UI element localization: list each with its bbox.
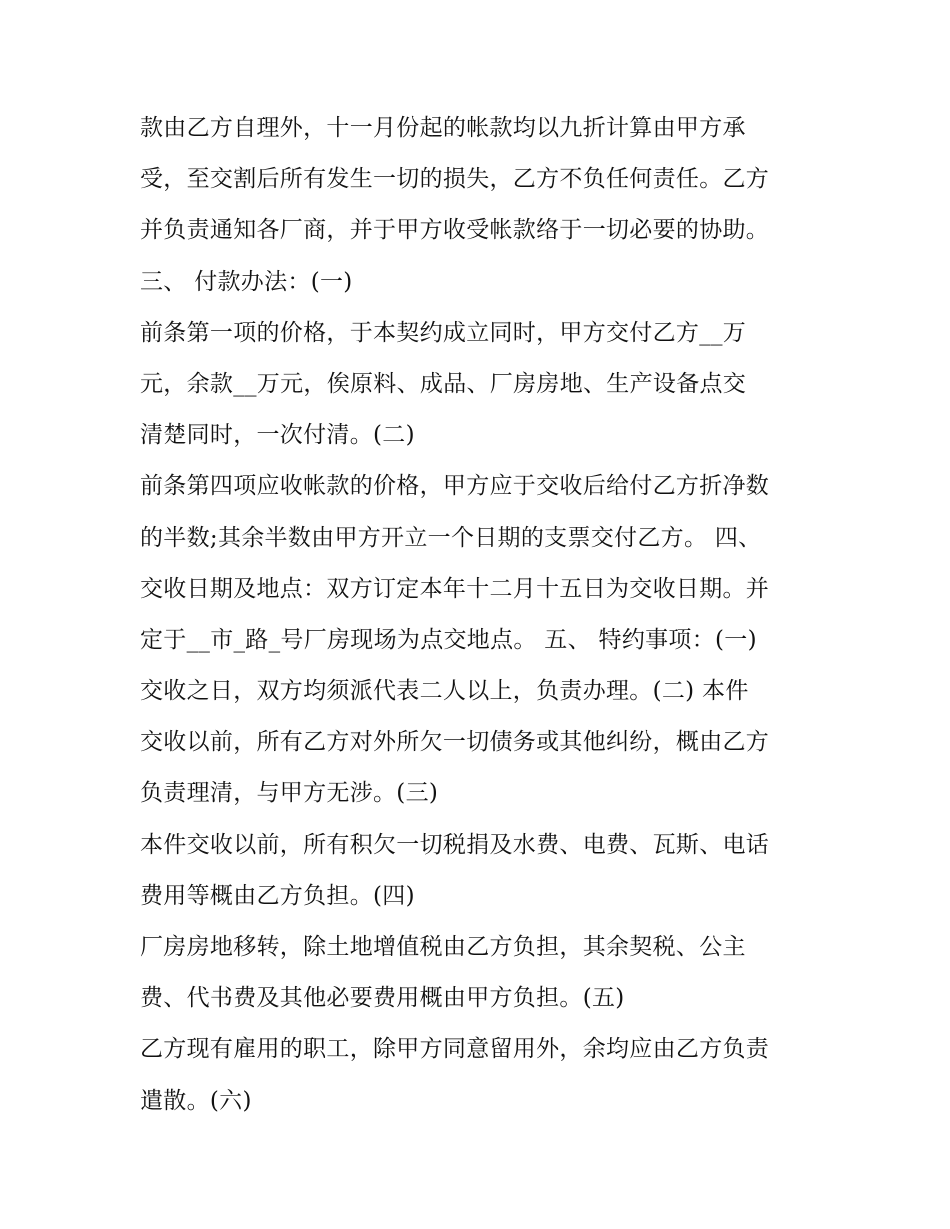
text-line: 乙方现有雇用的职工，除甲方同意留用外，余均应由乙方负责 [140, 1036, 770, 1063]
text-line: 受，至交割后所有发生一切的损失，乙方不负任何责任。乙方 [140, 166, 770, 193]
text-line: 厂房房地移转，除土地增值税由乙方负担，其余契税、公主 [140, 934, 746, 960]
text-line: 交收以前，所有乙方对外所欠一切债务或其他纠纷，概由乙方 [140, 729, 770, 756]
section-heading-payment: 三、 付款办法：(一) [140, 268, 353, 295]
text-line: 本件交收以前，所有积欠一切税捐及水费、电费、瓦斯、电话 [140, 831, 770, 858]
text-line: 遣散。(六) [140, 1087, 252, 1114]
text-line: 交收之日，双方均须派代表二人以上，负责办理。(二) 本件 [140, 678, 749, 705]
text-line: 交收日期及地点：双方订定本年十二月十五日为交收日期。并 [140, 575, 770, 602]
text-line: 清楚同时，一次付清。(二) [140, 422, 415, 449]
text-line: 费用等概由乙方负担。(四) [140, 882, 415, 909]
text-line: 费、代书费及其他必要费用概由甲方负担。(五) [140, 985, 625, 1012]
contract-body-text [140, 103, 830, 1127]
text-line: 并负责通知各厂商，并于甲方收受帐款络于一切必要的协助。 [140, 217, 770, 244]
text-line: 前条第四项应收帐款的价格，甲方应于交收后给付乙方折净数 [140, 473, 770, 500]
text-line: 元，余款__万元，俟原料、成品、厂房房地、生产设备点交 [140, 370, 747, 397]
text-line: 负责理清，与甲方无涉。(三) [140, 780, 439, 807]
text-line: 的半数;其余半数由甲方开立一个日期的支票交付乙方。 四、 [140, 524, 762, 551]
text-line: 款由乙方自理外，十一月份起的帐款均以九折计算由甲方承 [140, 115, 746, 141]
text-line: 定于__市_路_号厂房现场为点交地点。 五、 特约事项：(一) [140, 626, 757, 653]
text-line: 前条第一项的价格，于本契约成立同时，甲方交付乙方__万 [140, 319, 747, 346]
